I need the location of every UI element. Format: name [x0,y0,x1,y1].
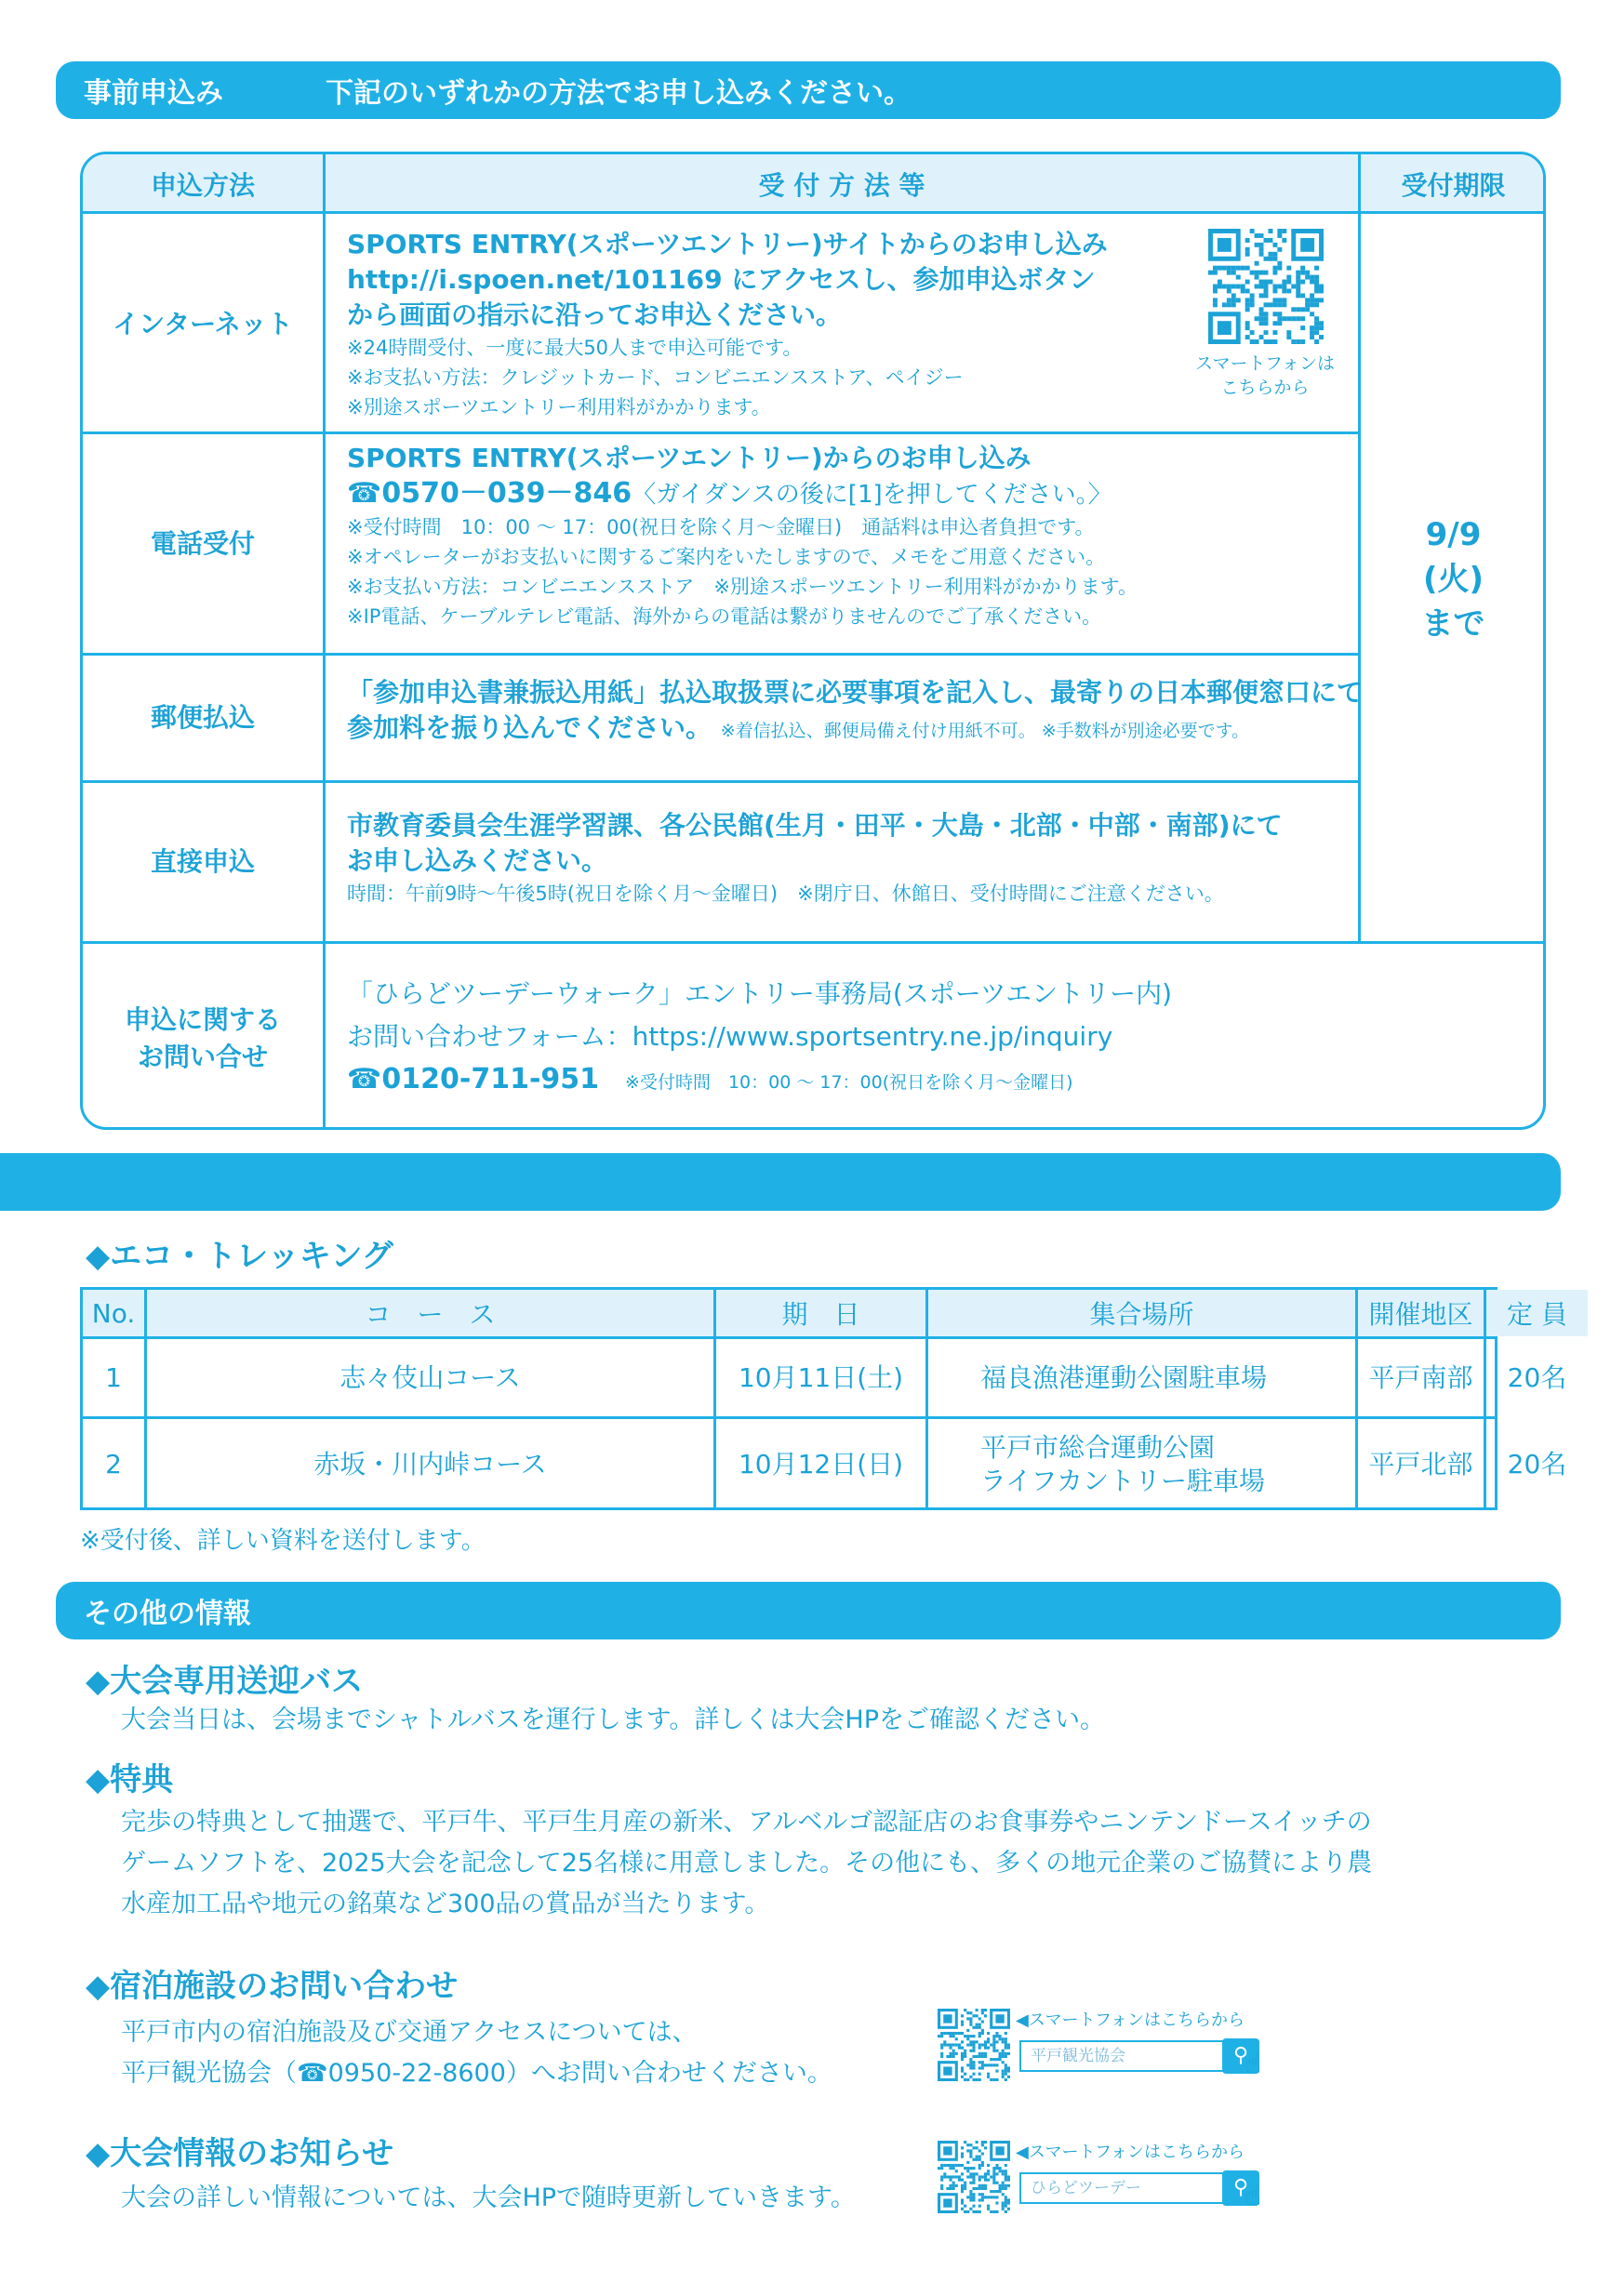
info-heading: ◆大会情報のお知らせ [86,2135,394,2172]
inquiry-tel-note: ※受付時間 10：00 ～ 17：00(祝日を除く月～金曜日) [625,1072,1073,1093]
row1-place: 福良漁港運動公園駐車場 [980,1361,1268,1393]
phone-line1: SPORTS ENTRY(スポーツエントリー)からのお申し込み [347,443,1032,473]
advance-banner [56,61,1561,119]
col-area: 開催地区 [1358,1290,1484,1336]
row2-cap: 20名 [1507,1449,1567,1480]
method-internet: インターネット [113,308,293,339]
info-search-input[interactable]: ひらどツーデー [1019,2172,1233,2204]
search-icon[interactable]: ⚲ [1222,2038,1259,2074]
internet-note1: ※24時間受付、一度に最大50人まで申込可能です。 [347,337,803,359]
bonus-line2: ゲームソフトを、2025大会を記念して25名様に用意しました。その他にも、多くの地元企業のご協賛により農 [121,1849,1373,1878]
row2-place-line1: 平戸市総合運動公園 [980,1432,1216,1463]
deadline-day: (火) [1422,560,1484,598]
row2-course: 赤坂・川内峠コース [313,1449,547,1480]
lodging-heading: ◆宿泊施設のお問い合わせ [86,1968,459,2005]
application-table [80,152,1546,1130]
info-search [938,2139,1291,2223]
postal-line2: 参加料を振り込んでください。 [347,712,712,743]
phone-number[interactable]: ☎0570－039－846 [347,477,632,510]
phone-content [347,441,1138,631]
row2-date: 10月12日(日) [738,1449,904,1480]
internet-line3: から画面の指示に沿ってお申込ください。 [347,299,843,330]
bonus-heading: ◆特典 [86,1761,174,1798]
search-icon[interactable]: ⚲ [1222,2170,1259,2206]
direct-line1: 市教育委員会生涯学習課、各公民館(生月・田平・大島・北部・中部・南部)にて [347,810,1283,841]
header-deadline: 受付期限 [1401,170,1506,201]
lodging-qr-code[interactable] [938,2009,1010,2081]
advance-title: 事前申込み [84,77,223,110]
phone-guidance: 〈ガイダンスの後に[1]を押してください。〉 [632,481,1112,509]
bonus-line1: 完歩の特典として抽選で、平戸牛、平戸生月産の新米、アルベルゴ認証店のお食事券やニンテンドースイッチの [121,1808,1372,1837]
row2-place [928,1419,1355,1510]
deadline-cell [1361,214,1546,944]
col-date: 期 日 [716,1290,925,1336]
direct-content [347,808,1283,909]
phone-note3: ※お支払い方法：コンビニエンスストア ※別途スポーツエントリー利用料がかかります。 [347,576,1138,598]
bus-text: 大会当日は、会場までシャトルバスを運行します。詳しくは大会HPをご確認ください。 [121,1705,1105,1734]
postal-content [347,675,1363,749]
inquiry-form-link[interactable]: お問い合わせフォーム：https://www.sportsentry.ne.jp/inquiry [347,1021,1113,1052]
row1-no: 1 [105,1361,122,1393]
col-cap: 定 員 [1486,1290,1588,1336]
info-text: 大会の詳しい情報については、大会HPで随時更新していきます。 [121,2183,856,2212]
lodging-search [938,2007,1291,2090]
row1-course: 志々伎山コース [339,1361,521,1393]
col-course: コ ー ス [147,1290,713,1336]
deadline-suffix: まで [1421,604,1485,643]
qr-caption-line2: こちらから [1220,378,1310,398]
course-table [80,1287,1567,1510]
col-place: 集合場所 [928,1290,1355,1336]
method-inquiry [83,944,323,1130]
advance-subtitle: 下記のいずれかの方法でお申し込みください。 [326,77,912,110]
internet-note3: ※別途スポーツエントリー利用料がかかります。 [347,396,771,418]
inquiry-tel[interactable]: ☎0120-711-951 [347,1063,600,1095]
postal-note: ※着信払込、郵便局備え付け用紙不可。 ※手数料が別途必要です。 [720,721,1250,741]
row1-cap: 20名 [1507,1361,1567,1393]
internet-content [347,227,1108,422]
internet-line2: にアクセスし、参加申込ボタン [722,264,1096,295]
internet-url-link[interactable]: http://i.spoen.net/101169 [347,264,723,295]
header-method: 申込方法 [150,170,255,201]
internet-qr-code[interactable] [1208,229,1324,344]
inquiry-content [347,973,1172,1104]
info-search-label: ◀スマートフォンはこちらから [1016,2143,1245,2162]
eco-note: ※受付後、詳しい資料を送付します。 [80,1527,486,1555]
direct-note: 時間：午前9時～午後5時(祝日を除く月～金曜日) ※閉庁日、休館日、受付時間にご注意ください。 [347,883,1224,905]
eco-banner [0,1153,1561,1211]
phone-note2: ※オペレーターがお支払いに関するご案内をいたしますので、メモをご用意ください。 [347,546,1106,568]
deadline-date: 9/9 [1425,515,1482,553]
bonus-line3: 水産加工品や地元の銘菓など300品の賞品が当たります。 [121,1890,770,1918]
postal-line1: 「参加申込書兼振込用紙」払込取扱票に必要事項を記入し、最寄りの日本郵便窓口にて [347,677,1364,708]
bus-heading: ◆大会専用送迎バス [86,1663,364,1700]
row1-area: 平戸南部 [1368,1361,1473,1393]
internet-line1: SPORTS ENTRY(スポーツエントリー)サイトからのお申し込み [347,229,1108,259]
lodging-line1: 平戸市内の宿泊施設及び交通アクセスについては、 [121,2018,698,2047]
qr-caption-line1: スマートフォンは [1194,353,1336,374]
inquiry-line1: 「ひらどツーデーウォーク」エントリー事務局(スポーツエントリー内) [347,978,1173,1009]
row1-date: 10月11日(土) [738,1361,904,1393]
bonus-text [121,1802,1372,1925]
eco-title: ◆エコ・トレッキング [86,1238,393,1275]
inquiry-method-line1: 申込に関する [124,1003,281,1035]
method-phone: 電話受付 [150,527,255,559]
pointer-hand-icon: ☝ [1245,2048,1262,2080]
internet-note2: ※お支払い方法：クレジットカード、コンビニエンスストア、ペイジー [347,366,964,389]
row2-area: 平戸北部 [1368,1449,1473,1480]
row2-no: 2 [105,1449,122,1480]
phone-note4: ※IP電話、ケーブルテレビ電話、海外からの電話は繋がりませんのでご了承ください。 [347,605,1102,628]
method-postal: 郵便払込 [150,702,255,733]
lodging-text [121,2012,832,2094]
row2-place-line2: ライフカントリー駐車場 [980,1466,1266,1496]
pointer-hand-icon: ☝ [1245,2180,1262,2212]
other-banner [56,1582,1561,1639]
lodging-search-input[interactable]: 平戸観光協会 [1019,2040,1233,2072]
direct-line2: お申し込みください。 [347,845,608,876]
lodging-line2: 平戸観光協会（☎0950-22-8600）へお問い合わせください。 [121,2059,832,2088]
col-no: No. [83,1290,144,1336]
info-qr-code[interactable] [938,2141,1010,2213]
inquiry-method-line2: お問い合せ [137,1041,268,1072]
other-title: その他の情報 [84,1598,251,1630]
header-detail: 受 付 方 法 等 [758,170,925,201]
phone-note1: ※受付時間 10：00 ～ 17：00(祝日を除く月～金曜日) 通話料は申込者負担です。 [347,516,1095,538]
internet-qr-caption [1177,352,1353,400]
lodging-search-label: ◀スマートフォンはこちらから [1016,2011,1245,2030]
method-direct: 直接申込 [150,846,255,877]
